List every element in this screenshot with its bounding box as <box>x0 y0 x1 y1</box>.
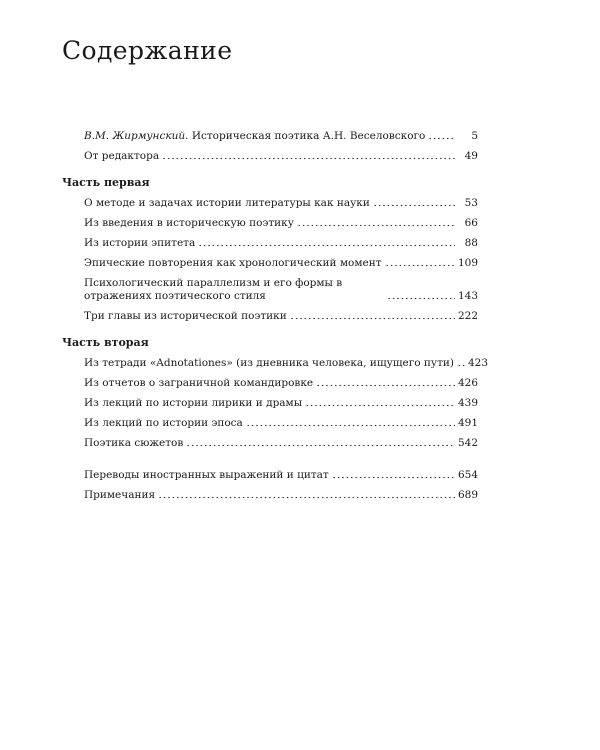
toc-entry[interactable] <box>62 417 478 430</box>
toc-entry-text: В.М. Жирмунский. Историческая поэтика А.Н. Веселовского <box>84 130 426 142</box>
toc-entry-author: В.М. Жирмунский. <box>84 130 189 142</box>
toc-entry-text: От редактора <box>84 150 160 162</box>
dot-leader <box>428 137 455 140</box>
toc-page-number: 654 <box>457 469 478 481</box>
toc-entry[interactable] <box>62 217 478 230</box>
toc-entry[interactable] <box>62 377 478 390</box>
toc-page-number: 143 <box>457 290 478 302</box>
toc-page-number: 542 <box>457 437 478 449</box>
dot-leader <box>297 224 455 227</box>
section-heading-part-one: Часть первая <box>62 176 150 189</box>
dot-leader <box>316 384 455 387</box>
table-of-contents <box>62 130 489 509</box>
toc-page-number: 5 <box>471 130 478 142</box>
toc-entry[interactable] <box>62 237 478 250</box>
toc-entry-text: Из тетради «Adnotationes» (из дневника человека, ищущего пути) <box>84 357 454 369</box>
toc-page-number: 689 <box>457 489 478 501</box>
dot-leader <box>158 496 455 499</box>
dot-leader <box>198 244 455 247</box>
toc-entry-text: Эпические повторения как хронологический момент <box>84 257 382 269</box>
toc-entry[interactable] <box>62 437 478 450</box>
toc-entry-text: Из истории эпитета <box>84 237 196 249</box>
toc-entry-text: Из лекций по истории эпоса <box>84 417 243 429</box>
toc-entry[interactable] <box>62 357 489 370</box>
toc-entry-text: Примечания <box>84 489 156 501</box>
page-title: Содержание <box>62 36 233 65</box>
dot-leader <box>305 404 455 407</box>
toc-entry-translations[interactable] <box>62 469 478 482</box>
dot-leader <box>373 204 455 207</box>
toc-entry-text: Психологический параллелизм и его формы в отражениях поэтического стиля <box>84 277 343 302</box>
dot-leader <box>246 424 455 427</box>
toc-entry[interactable] <box>62 397 478 410</box>
toc-entry-text: Из лекций по истории лирики и драмы <box>84 397 303 409</box>
toc-entry-text: Из введения в историческую поэтику <box>84 217 294 229</box>
dot-leader <box>332 476 455 479</box>
toc-entry-text: Три главы из исторической поэтики <box>84 310 287 322</box>
toc-entry-text: Поэтика сюжетов <box>84 437 184 449</box>
toc-entry[interactable] <box>62 257 478 270</box>
spacer <box>62 457 478 469</box>
toc-page-number: 439 <box>457 397 478 409</box>
toc-entry-notes[interactable] <box>62 489 478 502</box>
toc-entry[interactable] <box>62 197 478 210</box>
toc-entry-text: О методе и задачах истории литературы как науки <box>84 197 370 209</box>
toc-page-number: 423 <box>467 357 489 369</box>
dot-leader <box>186 444 455 447</box>
toc-page-number: 88 <box>464 237 478 249</box>
toc-entry-editor[interactable] <box>62 150 478 163</box>
toc-page-number: 222 <box>457 310 478 322</box>
dot-leader <box>290 317 455 320</box>
toc-entry[interactable] <box>62 310 478 323</box>
toc-entry[interactable] <box>62 277 478 303</box>
toc-entry-text: Переводы иностранных выражений и цитат <box>84 469 329 481</box>
toc-page-number: 66 <box>464 217 478 229</box>
dot-leader <box>387 297 455 300</box>
section-heading-part-two: Часть вторая <box>62 336 149 349</box>
dot-leader <box>162 157 455 160</box>
toc-page-number: 49 <box>464 150 478 162</box>
toc-page-number: 53 <box>464 197 478 209</box>
toc-page-number: 109 <box>457 257 478 269</box>
toc-entry-text: Из отчетов о заграничной командировке <box>84 377 314 389</box>
toc-page-number: 491 <box>457 417 478 429</box>
dot-leader <box>385 264 455 267</box>
toc-page-number: 426 <box>457 377 478 389</box>
dot-leader <box>457 364 465 367</box>
toc-entry-zhirmunsky[interactable] <box>62 130 478 143</box>
